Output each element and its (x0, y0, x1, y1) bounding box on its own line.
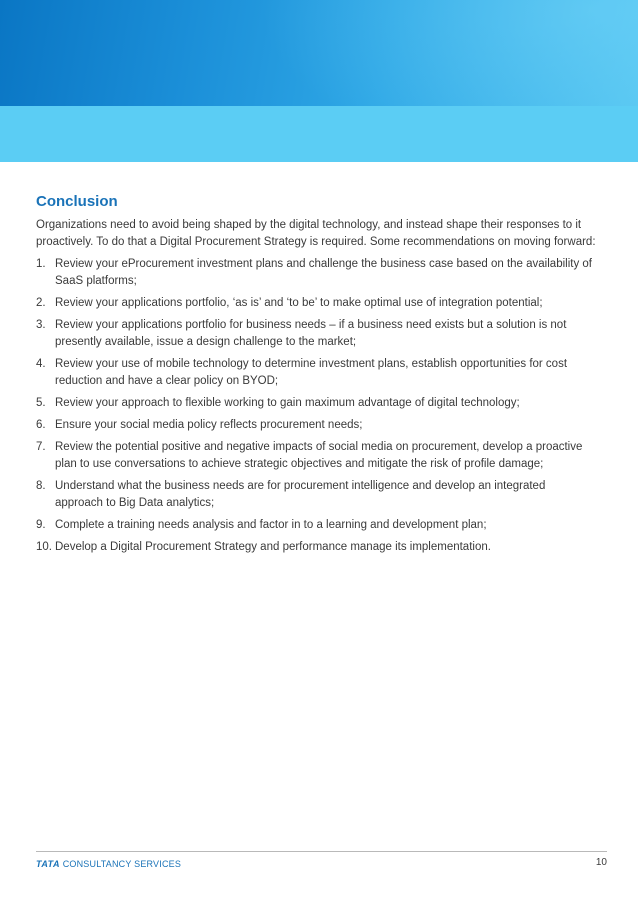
list-item (36, 517, 596, 534)
list-item-number: 5. (36, 397, 46, 409)
list-item (36, 439, 596, 473)
list-item-number: 8. (36, 480, 46, 492)
list-item-text: Review your eProcurement investment plans and challenge the business case based on the availability of SaaS platforms; (55, 258, 592, 287)
recommendations-list (36, 256, 596, 556)
list-item-text: Review your applications portfolio, ‘as is’ and ‘to be’ to make optimal use of integration potential; (55, 297, 543, 309)
list-item (36, 478, 596, 512)
list-item-text: Review your approach to flexible working to gain maximum advantage of digital technology; (55, 397, 520, 409)
list-item (36, 356, 596, 390)
intro-paragraph: Organizations need to avoid being shaped by the digital technology, and instead shape their responses to it proactively. To do that a Digital Procurement Strategy is required. Some recommendations on moving forward: (36, 219, 596, 248)
list-item-text: Complete a training needs analysis and factor in to a learning and development plan; (55, 519, 487, 531)
list-item (36, 256, 596, 290)
banner-gradient (0, 0, 638, 106)
list-item-text: Ensure your social media policy reflects procurement needs; (55, 419, 363, 431)
list-item-text: Review the potential positive and negative impacts of social media on procurement, develop a proactive plan to use conversations to achieve strategic objectives and mitigate the risk of profile damage; (55, 441, 583, 470)
page-number: 10 (595, 857, 607, 868)
list-item (36, 539, 596, 556)
brand-name: CONSULTANCY SERVICES (62, 859, 182, 869)
list-item-text: Understand what the business needs are for procurement intelligence and develop an integrated approach to Big Data analytics; (55, 480, 546, 509)
header-banner (0, 0, 638, 162)
list-item-number: 6. (36, 419, 46, 431)
list-item-number: 7. (36, 441, 46, 453)
company-logo (36, 858, 181, 870)
list-item (36, 295, 596, 312)
list-item-text: Review your use of mobile technology to determine investment plans, establish opportunities for cost reduction and have a clear policy on BYOD; (55, 358, 568, 387)
list-item (36, 395, 596, 412)
conclusion-section (36, 193, 596, 561)
list-item-text: Review your applications portfolio for business needs – if a business need exists but a solution is not presently available, issue a design challenge to the market; (55, 319, 567, 348)
list-item (36, 317, 596, 351)
list-item-text: Develop a Digital Procurement Strategy and performance manage its implementation. (55, 541, 491, 553)
brand-mark: TATA (36, 859, 60, 869)
footer-divider (36, 851, 607, 852)
list-item-number: 9. (36, 519, 46, 531)
list-item-number: 10. (36, 541, 52, 553)
list-item (36, 417, 596, 434)
list-item-number: 3. (36, 319, 46, 331)
list-item-number: 1. (36, 258, 46, 270)
banner-band (0, 106, 638, 162)
section-heading: Conclusion (36, 193, 118, 210)
list-item-number: 2. (36, 297, 46, 309)
list-item-number: 4. (36, 358, 46, 370)
